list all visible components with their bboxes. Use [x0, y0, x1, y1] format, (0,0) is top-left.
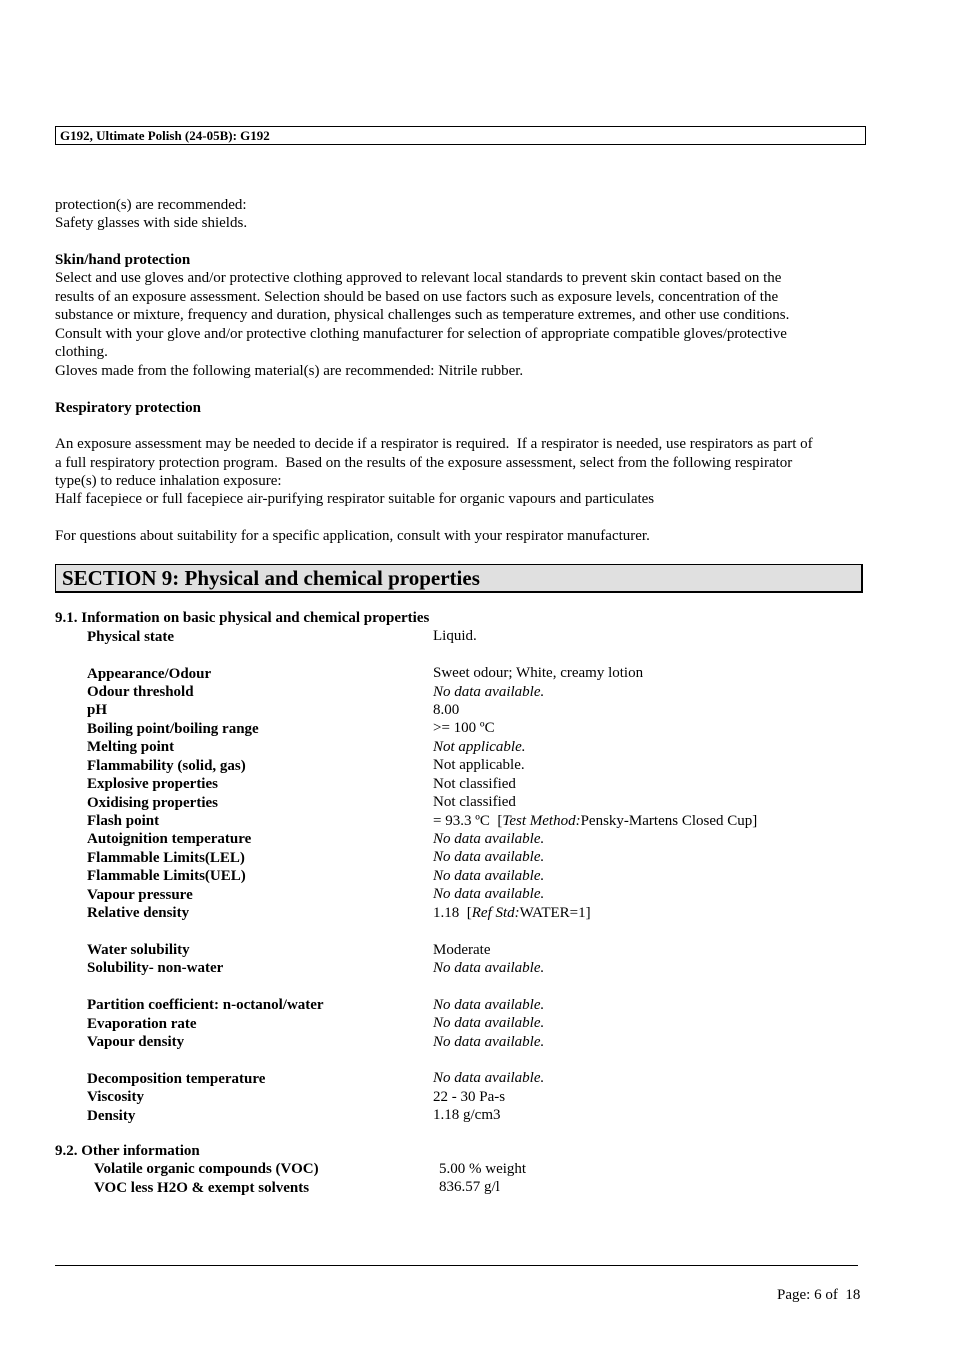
property-value: Liquid.: [433, 628, 477, 644]
property-value: No data available.: [433, 868, 545, 884]
property-value: No data available.: [433, 684, 545, 700]
test-method-label: Test Method:: [502, 813, 581, 829]
property-label: Flammability (solid, gas): [87, 758, 246, 774]
test-method-value: Pensky-Martens Closed Cup]: [580, 813, 758, 829]
skin-protection-heading: Skin/hand protection: [55, 252, 191, 268]
other-info-label: VOC less H2O & exempt solvents: [94, 1180, 310, 1196]
skin-protection-line: substance or mixture, frequency and duration, physical challenges such as temperature extremes, and other use conditions.: [55, 307, 790, 323]
property-label: Flammable Limits(LEL): [87, 850, 245, 866]
property-value: Not applicable.: [433, 757, 525, 773]
property-label: Autoignition temperature: [87, 831, 252, 847]
property-value: 22 - 30 Pa-s: [433, 1089, 506, 1105]
document-header-title: G192, Ultimate Polish (24-05B): G192: [55, 126, 866, 145]
respiratory-protection-heading: Respiratory protection: [55, 400, 201, 416]
property-label: Evaporation rate: [87, 1016, 197, 1032]
property-label: pH: [87, 702, 108, 718]
ref-std-value: WATER=1]: [519, 905, 591, 921]
respiratory-protection-line: Half facepiece or full facepiece air-purifying respirator suitable for organic vapours and particulates: [55, 491, 655, 507]
property-value: 1.18 g/cm3: [433, 1107, 501, 1123]
property-label: Melting point: [87, 739, 175, 755]
property-label: Odour threshold: [87, 684, 194, 700]
footer-divider: [55, 1265, 858, 1266]
flash-point-value: = 93.3 ºC [: [433, 813, 503, 829]
property-label: Physical state: [87, 629, 175, 645]
skin-protection-line: clothing.: [55, 344, 108, 360]
property-value: No data available.: [433, 960, 545, 976]
respiratory-protection-line: An exposure assessment may be needed to decide if a respirator is required. If a respirator is needed, use respirators as part of: [55, 436, 813, 452]
property-value: >= 100 ºC: [433, 720, 495, 736]
property-value: 8.00: [433, 702, 460, 718]
other-info-value: 5.00 % weight: [439, 1161, 527, 1177]
property-value: No data available.: [433, 1070, 545, 1086]
other-info-label: Volatile organic compounds (VOC): [94, 1161, 319, 1177]
property-label: Explosive properties: [87, 776, 218, 792]
property-value: Not classified: [433, 794, 516, 810]
property-value: No data available.: [433, 1034, 545, 1050]
other-info-value: 836.57 g/l: [439, 1179, 500, 1195]
property-label: Oxidising properties: [87, 795, 218, 811]
section-9-heading: SECTION 9: Physical and chemical properties: [55, 564, 863, 593]
property-label: Appearance/Odour: [87, 666, 212, 682]
skin-protection-line: Select and use gloves and/or protective clothing approved to relevant local standards to prevent skin contact based on the: [55, 270, 782, 286]
property-label: Partition coefficient: n-octanol/water: [87, 997, 324, 1013]
property-value: No data available.: [433, 849, 545, 865]
page-number: Page: 6 of 18: [777, 1287, 861, 1303]
skin-protection-line: Consult with your glove and/or protective clothing manufacturer for selection of appropriate compatible gloves/protective: [55, 326, 787, 342]
property-label: Boiling point/boiling range: [87, 721, 259, 737]
subsection-9-2-heading: 9.2. Other information: [55, 1143, 200, 1159]
property-label: Relative density: [87, 905, 190, 921]
respiratory-protection-line: a full respiratory protection program. Based on the results of the exposure assessment, select from the following respirator: [55, 455, 793, 471]
ref-std-label: Ref Std:: [471, 905, 520, 921]
respiratory-protection-line: type(s) to reduce inhalation exposure:: [55, 473, 282, 489]
subsection-9-1-heading: 9.1. Information on basic physical and chemical properties: [55, 610, 430, 626]
property-value: Moderate: [433, 942, 491, 958]
respiratory-protection-note: For questions about suitability for a specific application, consult with your respirator manufacturer.: [55, 528, 650, 544]
relative-density-value: 1.18 [: [433, 905, 472, 921]
property-value: Not applicable.: [433, 739, 526, 755]
property-value: [433, 812, 757, 831]
property-value: Sweet odour; White, creamy lotion: [433, 665, 644, 681]
property-label: Flash point: [87, 813, 160, 829]
property-label: Water solubility: [87, 942, 190, 958]
property-label: Flammable Limits(UEL): [87, 868, 246, 884]
eye-protection-text-1: protection(s) are recommended:: [55, 197, 247, 213]
skin-protection-line: results of an exposure assessment. Selection should be based on use factors such as exposure levels, concentration of the: [55, 289, 779, 305]
property-value: No data available.: [433, 831, 545, 847]
property-label: Decomposition temperature: [87, 1071, 266, 1087]
eye-protection-text-2: Safety glasses with side shields.: [55, 215, 248, 231]
property-label: Vapour pressure: [87, 887, 193, 903]
property-label: Solubility- non-water: [87, 960, 224, 976]
property-label: Vapour density: [87, 1034, 185, 1050]
property-label: Viscosity: [87, 1089, 144, 1105]
skin-protection-line: Gloves made from the following material(s) are recommended: Nitrile rubber.: [55, 363, 524, 379]
property-value: Not classified: [433, 776, 516, 792]
property-value: No data available.: [433, 997, 545, 1013]
property-value: No data available.: [433, 886, 545, 902]
property-value: [433, 904, 591, 923]
property-value: No data available.: [433, 1015, 545, 1031]
property-label: Density: [87, 1108, 136, 1124]
